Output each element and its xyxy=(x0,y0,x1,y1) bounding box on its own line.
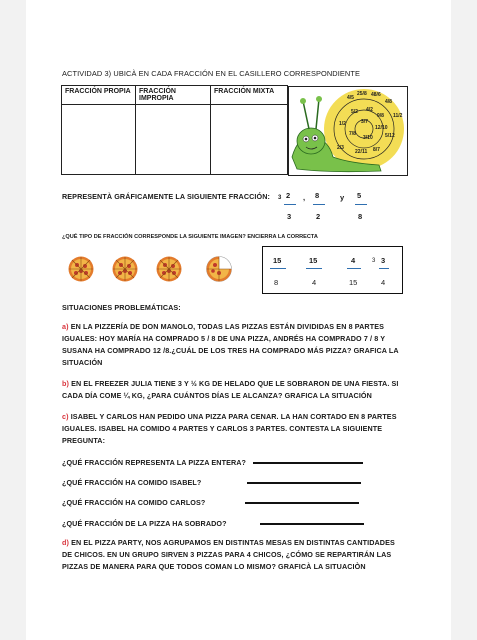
frac3-bar xyxy=(355,204,367,205)
problem-a-letter: a) xyxy=(62,322,69,331)
activity-title: ACTIVIDAD 3) UBICÀ EN CADA FRACCIÓN EN EL CASILLERO CORRESPONDIENTE xyxy=(62,69,361,78)
svg-text:12/10: 12/10 xyxy=(375,125,388,131)
svg-text:9/8: 9/8 xyxy=(377,113,384,119)
question-whole-pizza: ¿QUÉ FRACCIÓN REPRESENTA LA PIZZA ENTERA? xyxy=(62,458,247,467)
cell-impropia[interactable] xyxy=(136,105,211,175)
svg-text:5/12: 5/12 xyxy=(385,133,395,139)
option3-den[interactable]: 15 xyxy=(349,278,358,287)
option4-whole[interactable]: 3 xyxy=(372,258,376,264)
pizza-icon xyxy=(68,256,94,282)
svg-text:48/6: 48/6 xyxy=(371,92,381,98)
option2-num[interactable]: 15 xyxy=(309,256,318,265)
problem-b-text: EN EL FREEZER JULIA TIENE 3 Y ½ KG DE HELADO QUE LE SOBRARON DE UNA FIESTA. SI CADA DÍA COME ¼ KG, ¿PARA CUÁNTOS DÍAS LE ALCANZA? GRAFICA LA SITUACIÓN xyxy=(62,379,399,400)
frac1-num: 2 xyxy=(286,191,291,200)
svg-text:11/2: 11/2 xyxy=(393,113,403,119)
svg-text:3/7: 3/7 xyxy=(361,119,368,125)
col-header-impropia: FRACCIÓN IMPROPIA xyxy=(136,86,211,105)
problems-heading: SITUACIONES PROBLEMÁTICAS: xyxy=(62,303,181,312)
problem-b-letter: b) xyxy=(62,379,69,388)
question-leftover: ¿QUÉ FRACCIÓN DE LA PIZZA HA SOBRADO? xyxy=(62,519,227,528)
problem-a xyxy=(62,321,407,369)
svg-text:4/2: 4/2 xyxy=(366,107,373,113)
answer-line[interactable] xyxy=(247,482,361,484)
cell-mixta[interactable] xyxy=(211,105,288,175)
svg-text:5/2: 5/2 xyxy=(351,109,358,115)
frac2-den: 2 xyxy=(316,212,321,221)
option4-den[interactable]: 4 xyxy=(381,278,386,287)
question-isabel: ¿QUÉ FRACCIÓN HA COMIDO ISABEL? xyxy=(62,478,202,487)
option1-bar xyxy=(270,268,286,269)
fraction-type-question: ¿QUÉ TIPO DE FRACCIÓN CORRESPONDE LA SIGUIENTE IMAGEN? ENCIERRA LA CORRECTA xyxy=(62,234,318,240)
frac2-num: 8 xyxy=(315,191,320,200)
and-sep: y xyxy=(340,193,345,202)
answer-line[interactable] xyxy=(245,502,359,504)
problem-c-text: ISABEL Y CARLOS HAN PEDIDO UNA PIZZA PARA CENAR. LA HAN CORTADO EN 8 PARTES IGUALES. ISABEL HA COMIDO 4 PARTES Y CARLOS 3 PARTES. CONTESTA LA SIGUIENTE PREGUNTA: xyxy=(62,412,397,445)
problem-a-text: EN LA PIZZERÍA DE DON MANOLO, TODAS LAS PIZZAS ESTÁN DIVIDIDAS EN 8 PARTES IGUALES: HOY MARÍA HA COMPRADO 5 / 8 DE UNA PIZZA, ANDRÉS HA COMPRADO 7 / 8 Y SUSANA HA COMPRADO 12 /8.¿CUÁL DE LOS TRES HA COMPRADO MÁS PIZZA? GRAFICA LA SITUACIÓN xyxy=(62,322,399,367)
problem-d-letter: d) xyxy=(62,538,69,547)
option3-num[interactable]: 4 xyxy=(351,256,356,265)
frac2-bar xyxy=(313,204,325,205)
svg-text:4/5: 4/5 xyxy=(347,95,354,101)
frac1-bar xyxy=(284,204,296,205)
svg-text:22/11: 22/11 xyxy=(355,149,368,155)
problem-b xyxy=(62,378,407,402)
answer-line[interactable] xyxy=(260,523,364,525)
problem-d xyxy=(62,537,407,573)
option2-bar xyxy=(306,268,322,269)
svg-text:7/8: 7/8 xyxy=(349,131,356,137)
option1-num[interactable]: 15 xyxy=(273,256,282,265)
option4-num[interactable]: 3 xyxy=(381,256,386,265)
problem-c-letter: c) xyxy=(62,412,69,421)
frac1-den: 3 xyxy=(287,212,292,221)
classification-table xyxy=(61,85,288,175)
svg-text:25/8: 25/8 xyxy=(357,91,367,97)
partial-pizza-icon xyxy=(206,256,232,282)
svg-text:3/10: 3/10 xyxy=(363,135,373,141)
frac3-num: 5 xyxy=(357,191,362,200)
pizza-icon xyxy=(156,256,182,282)
option3-bar xyxy=(347,268,361,269)
mixed-whole: 3 xyxy=(278,195,282,201)
svg-text:2/3: 2/3 xyxy=(337,145,344,151)
snail-illustration xyxy=(289,87,407,175)
problem-c xyxy=(62,411,407,447)
pizza-icon xyxy=(112,256,138,282)
svg-text:8/7: 8/7 xyxy=(373,147,380,153)
svg-text:1/2: 1/2 xyxy=(339,121,346,127)
frac3-den: 8 xyxy=(358,212,363,221)
col-header-mixta: FRACCIÓN MIXTA xyxy=(211,86,288,105)
represent-instruction: REPRESENTÀ GRÁFICAMENTE LA SIGUIENTE FRACCIÓN: xyxy=(62,192,270,201)
option2-den[interactable]: 4 xyxy=(312,278,317,287)
answer-line[interactable] xyxy=(253,462,363,464)
svg-text:4/8: 4/8 xyxy=(385,99,392,105)
option1-den[interactable]: 8 xyxy=(274,278,279,287)
col-header-propia: FRACCIÓN PROPIA xyxy=(62,86,136,105)
snail-fraction-image xyxy=(288,86,408,176)
comma-sep: , xyxy=(303,193,306,202)
question-carlos: ¿QUÉ FRACCIÓN HA COMIDO CARLOS? xyxy=(62,498,206,507)
option4-bar xyxy=(379,268,389,269)
problem-d-text: EN EL PIZZA PARTY, NOS AGRUPAMOS EN DISTINTAS MESAS EN DISTINTAS CANTIDADES DE CHICOS. EN UN GRUPO SIRVEN 3 PIZZAS PARA 4 CHICOS, ¿CÓMO SE REPARTIRÁN LAS PIZZAS DE MANERA PARA QUE TODOS COMAN LO MISMO? GRAFICÀ LA SITUACIÒN xyxy=(62,538,395,571)
cell-propia[interactable] xyxy=(62,105,136,175)
